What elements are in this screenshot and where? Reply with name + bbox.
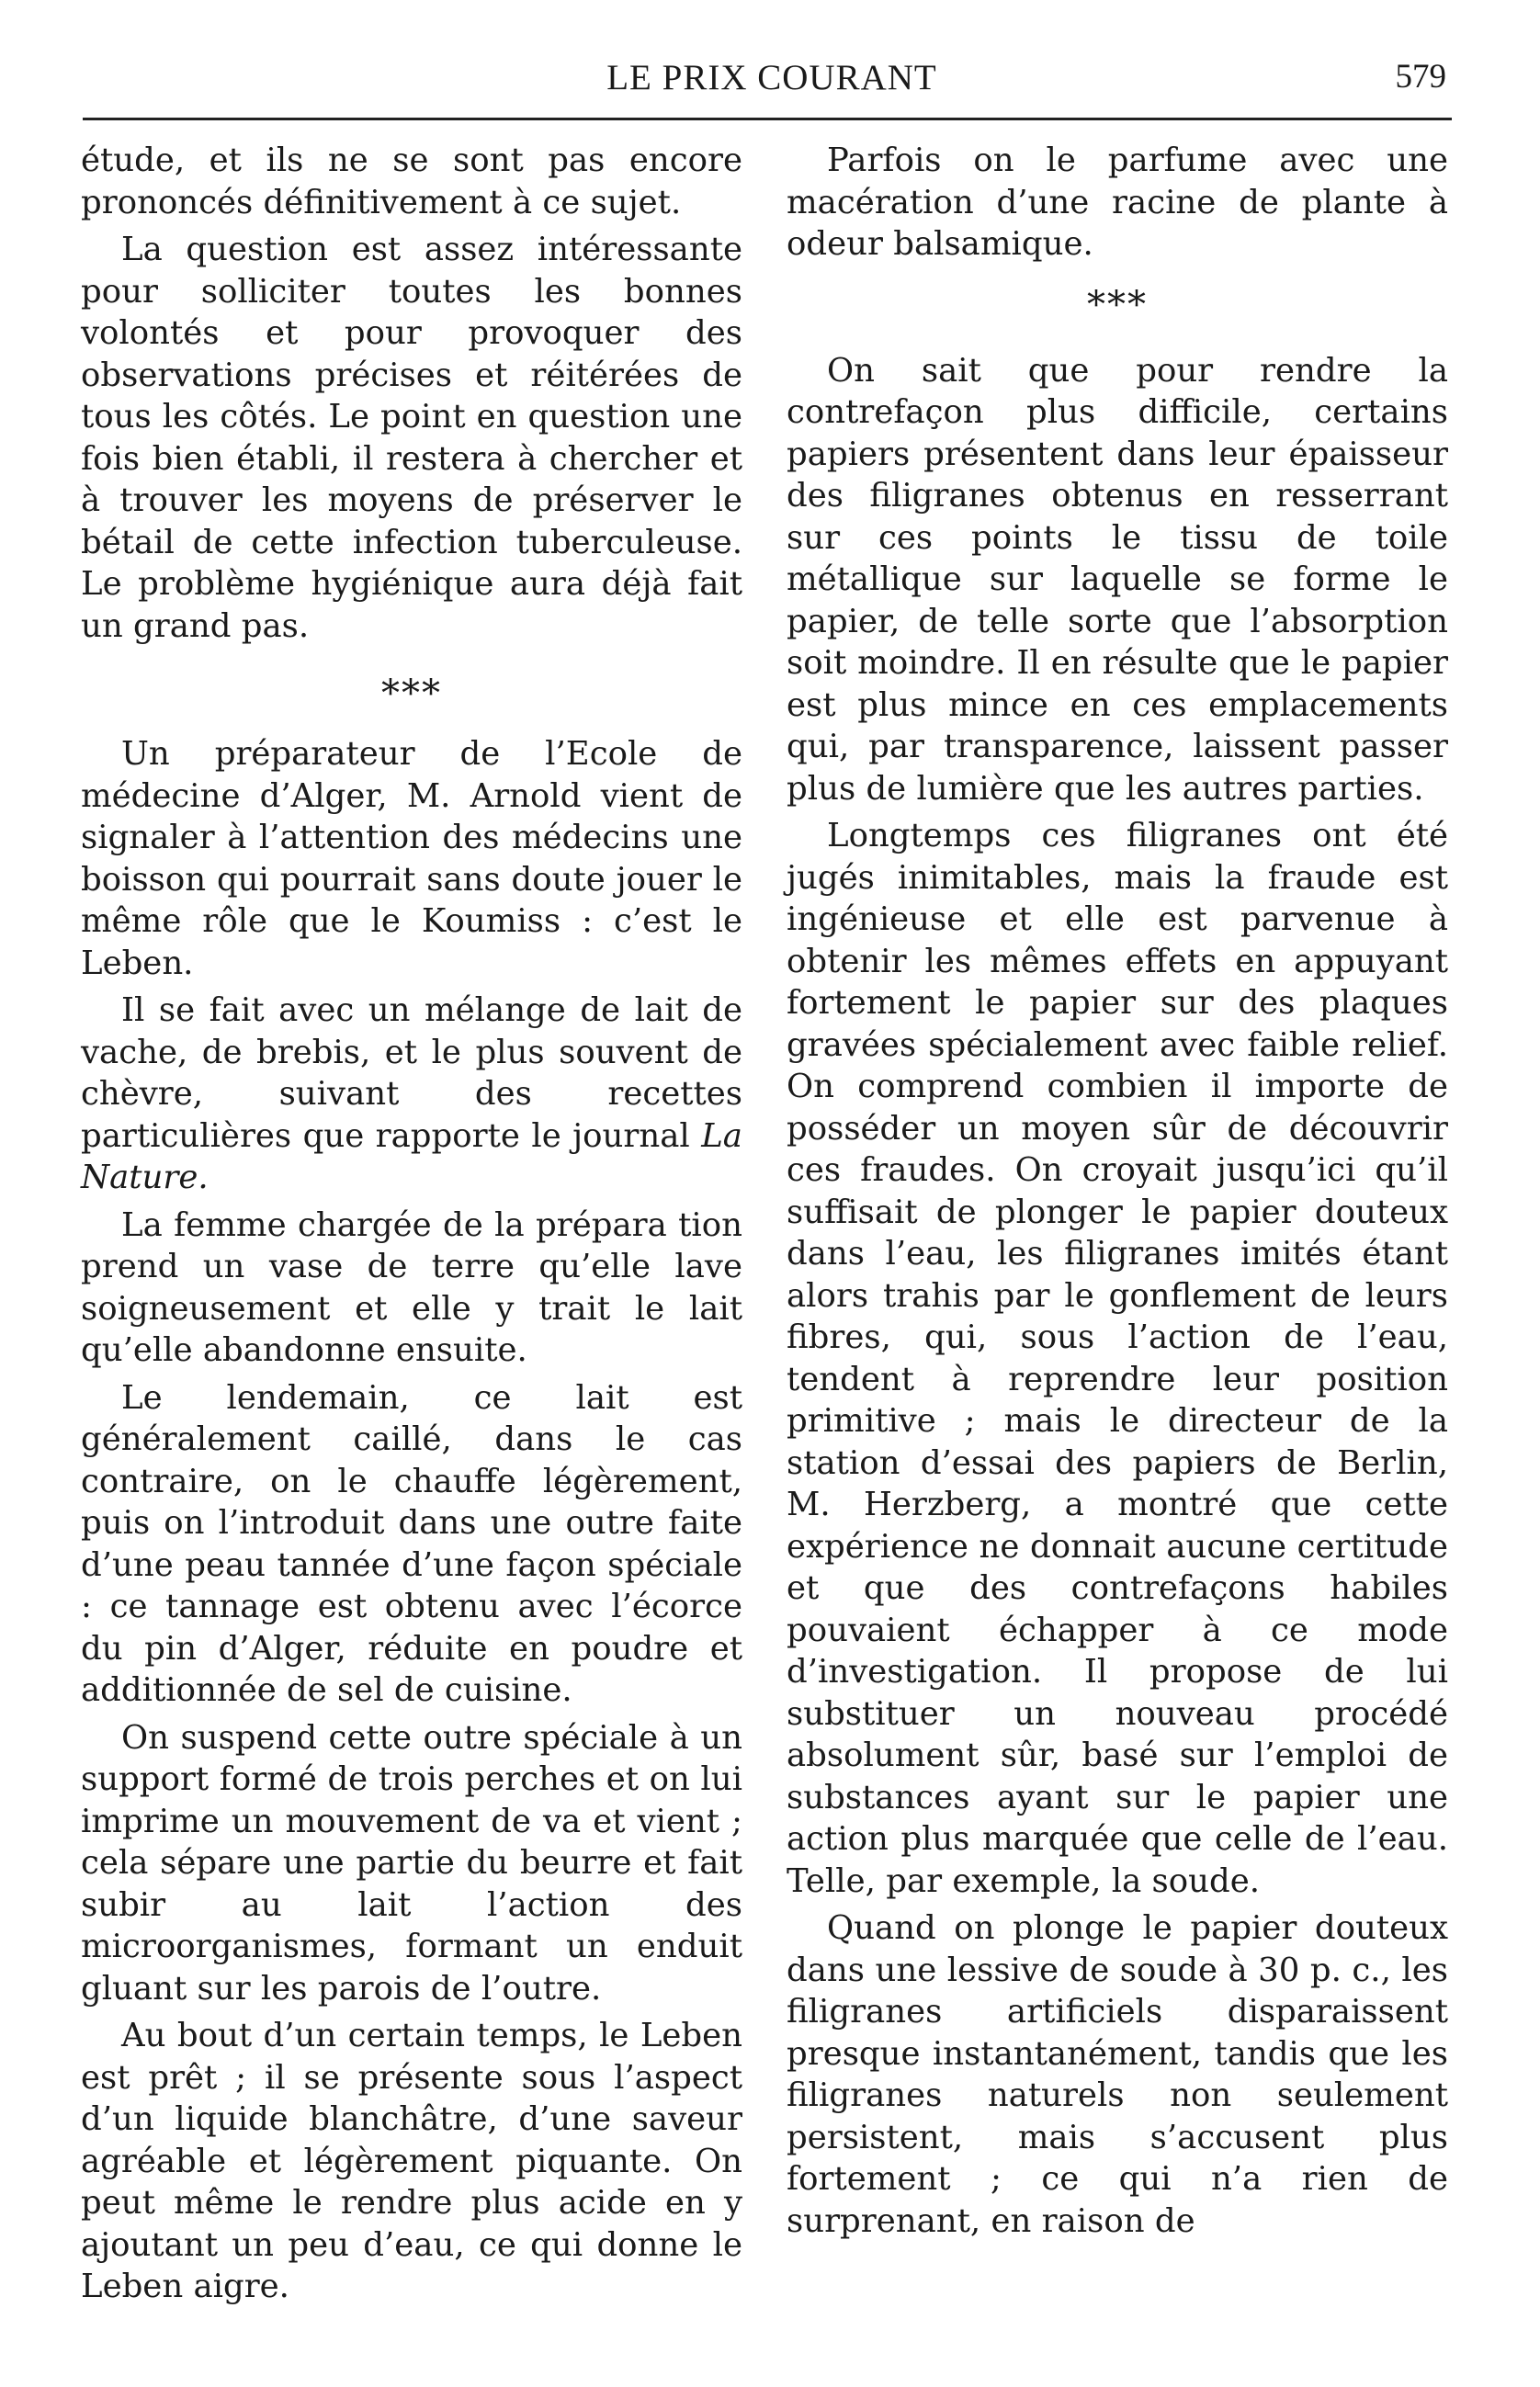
paragraph: Un préparateur de l’Ecole de médecine d’Alger, M. Arnold vient de signaler à l’attention des médecins une boisson qui pourrait sans doute jouer le même rôle que le Koumiss : c’est le Leben. xyxy=(81,735,742,982)
right-column xyxy=(787,140,1448,2247)
section-separator: *** xyxy=(381,673,442,715)
paragraph: La femme chargée de la prépara tion prend un vase de terre qu’elle lave soigneusement et elle y trait le lait qu’elle abandonne ensuite. xyxy=(81,1205,742,1369)
paragraph: Au bout d’un certain temps, le Leben est prêt ; il se présente sous l’aspect d’un liquide blanchâtre, d’une saveur agréable et légèrement piquante. On peut même le rendre plus acide en y ajoutant un peu d’eau, ce qui donne le Leben aigre. xyxy=(81,2017,742,2305)
journal-title: LE PRIX COURANT xyxy=(606,58,937,97)
paragraph: La question est assez intéressante pour solliciter toutes les bonnes volontés et pour provoquer des observations précises et réitérées de tous les côtés. Le point en question une fois bien établi, il restera à chercher et à trouver les moyens de préserver le bétail de cette infection tuberculeuse. Le problème hygiénique aura déjà fait un grand pas. xyxy=(81,231,742,645)
journal-name: La Nature. xyxy=(81,1116,742,1196)
paragraph: Parfois on le parfume avec une macération d’une racine de plante à odeur balsamique. xyxy=(787,141,1448,263)
paragraph: Longtemps ces filigranes ont été jugés inimitables, mais la fraude est ingénieuse et elle est parvenue à obtenir les mêmes effets en appuyant fortement le papier sur des plaques gravées spécialement avec faible relief. On comprend combien il importe de posséder un moyen sûr de découvrir ces fraudes. On croyait jusqu’ici qu’il suffisait de plonger le papier douteux dans l’eau, les filigranes imités étant alors trahis par le gonflement de leurs fibres, qui, sous l’action de l’eau, tendent à reprendre leur position primitive ; mais le directeur de la station d’essai des papiers de Berlin, M. Herzberg, a montré que cette expérience ne donnait aucune certitude et que des contrefaçons habiles pouvaient échapper à ce mode d’investigation. Il propose de lui substituer un nouveau procédé absolument sûr, basé sur l’emploi de substances ayant sur le papier une action plus marquée que celle de l’eau. Telle, par exemple, la soude. xyxy=(787,817,1448,1900)
header-rule xyxy=(83,118,1452,120)
section-separator: *** xyxy=(1087,283,1148,326)
page-number: 579 xyxy=(1395,58,1446,96)
paragraph xyxy=(81,990,742,1199)
paragraph: étude, et ils ne se sont pas encore prononcés définitivement à ce sujet. xyxy=(81,141,742,221)
paragraph: On suspend cette outre spéciale à un support formé de trois perches et on lui imprime un mouvement de va et vient ; cela sépare une partie du beurre et fait subir au lait l’action des microorganismes, formant un enduit gluant sur les parois de l’outre. xyxy=(81,1718,742,2008)
paragraph-text: Il se fait avec un mélange de lait de vache, de brebis, et le plus souvent de chèvre, suivant des recettes particulières que rapporte le journal xyxy=(81,991,742,1155)
paragraph: Quand on plonge le papier douteux dans une lessive de soude à 30 p. c., les filigranes artificiels disparaissent presque instantanément, tandis que les filigranes naturels non seulement persistent, mais s’accusent plus fortement ; ce qui n’a rien de surprenant, en raison de xyxy=(787,1909,1448,2240)
left-column xyxy=(81,140,742,2313)
running-header xyxy=(83,53,1461,105)
paragraph: On sait que pour rendre la contrefaçon plus difficile, certains papiers présentent dans leur épaisseur des filigranes obtenus en resserrant sur ces points le tissu de toile métallique sur laquelle se forme le papier, de telle sorte que l’absorption soit moindre. Il en résulte que le papier est plus mince en ces emplacements qui, par transparence, laissent passer plus de lumière que les autres parties. xyxy=(787,351,1448,808)
paragraph: Le lendemain, ce lait est généralement caillé, dans le cas contraire, on le chauffe légèrement, puis on l’introduit dans une outre faite d’une peau tannée d’une façon spéciale : ce tannage est obtenu avec l’écorce du pin d’Alger, réduite en poudre et additionnée de sel de cuisine. xyxy=(81,1378,742,1709)
